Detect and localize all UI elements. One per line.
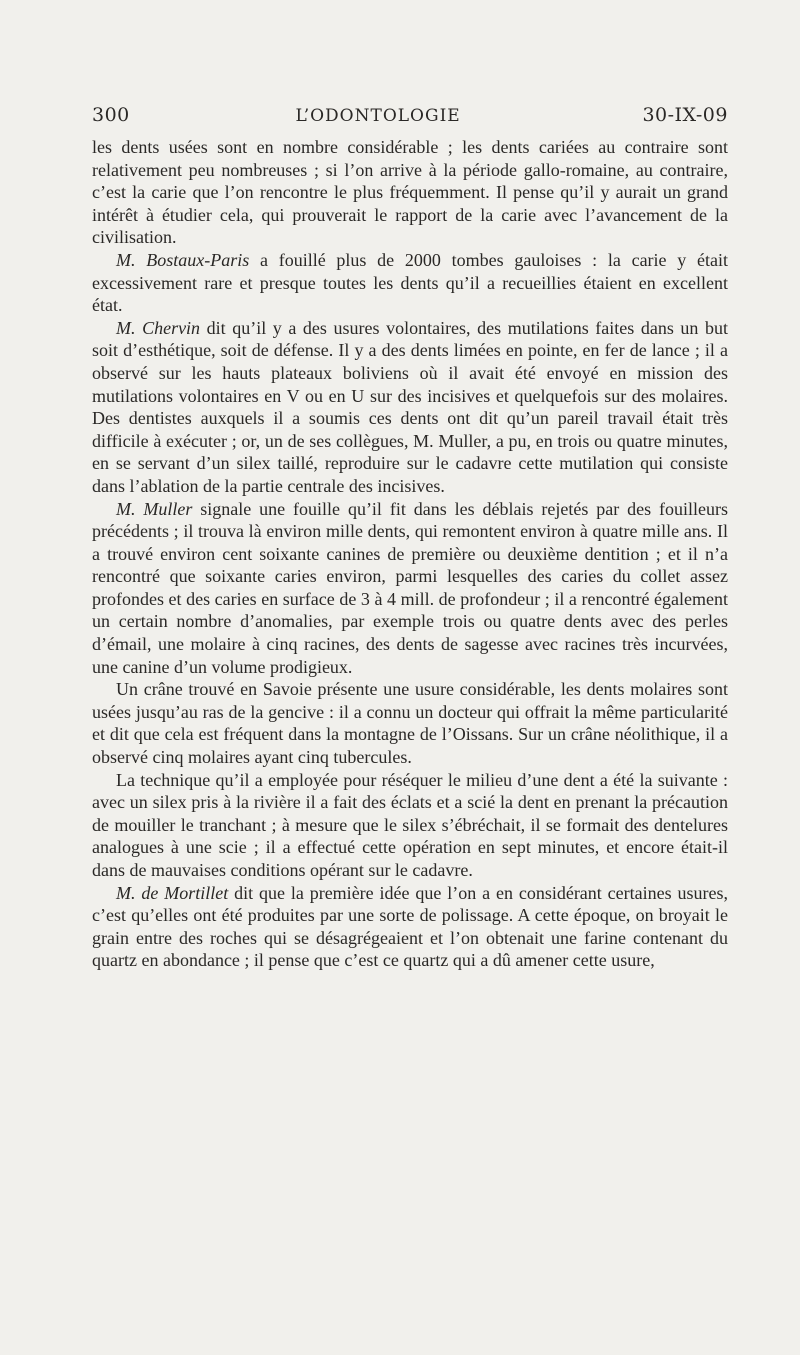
speaker-name: M. de Mortillet — [116, 882, 229, 903]
paragraph-text: dit que la première idée que l’on a en considérant certaines usures, c’est qu’elles ont été produites par une sorte de polissage. A cette époque, on broyait le grain entre des roches qui se désagrégeaient et l’on obtenait une farine contenant du quartz en abondance ; il pense que c’est ce quartz qui a dû amener cette usure, — [92, 882, 728, 971]
paragraph-bostaux — [92, 249, 728, 317]
paragraph-text: a fouillé plus de 2000 tombes gauloises : la carie y était excessivement rare et presque toutes les dents qu’il a recueillies étaient en excellent état. — [92, 249, 728, 316]
book-page — [92, 104, 728, 972]
paragraph-text: les dents usées sont en nombre considérable ; les dents cariées au contraire sont relativement peu nombreuses ; si l’on arrive à la période gallo-romaine, au contraire, c’est la carie que l’on rencontre le plus fréquemment. Il pense qu’il y aurait un grand intérêt à étudier cela, qui prouverait le rapport de la carie avec l’avancement de la civilisation. — [92, 137, 728, 248]
paragraph-muller — [92, 498, 728, 679]
speaker-name: M. Chervin — [116, 317, 201, 338]
paragraph-text: signale une fouille qu’il fit dans les déblais rejetés par des fouilleurs précédents ; il trouva là environ mille dents, qui remontent environ à quatre mille ans. Il a trouvé environ cent soixante canines de première ou deuxième dentition ; et il n’a rencontré que soixante caries environ, parmi lesquelles des caries du collet assez profondes et des caries en surface de 3 à 4 mill. de profondeur ; il a rencontré également un certain nombre d’anomalies, par exemple trois ou quatre dents avec des perles d’émail, une molaire à cinq racines, des dents de sagesse avec racines très incurvées, une canine d’un volume prodigieux. — [92, 498, 729, 677]
paragraph-mortillet — [92, 882, 728, 972]
paragraph-continuation — [92, 136, 728, 249]
paragraph-text: Un crâne trouvé en Savoie présente une usure considérable, les dents molaires sont usées jusqu’au ras de la gencive : il a connu un docteur qui offrait la même particularité et dit que cela est fréquent dans la montagne de l’Oissans. Sur un crâne néolithique, il a observé cinq molaires ayant cinq tubercules. — [92, 679, 728, 768]
paragraph-technique — [92, 769, 728, 882]
page-number: 300 — [92, 104, 130, 126]
journal-title: L’ODONTOLOGIE — [295, 106, 461, 126]
speaker-name: M. Bostaux-Paris — [116, 249, 250, 270]
running-header — [92, 104, 728, 126]
issue-date: 30-IX-09 — [642, 104, 728, 126]
body-text — [92, 136, 728, 972]
paragraph-text: La technique qu’il a employée pour réséquer le milieu d’une dent a été la suivante : avec un silex pris à la rivière il a fait des éclats et a scié la dent en prenant la précaution de mouiller le tranchant ; à mesure que le silex s’ébréchait, il se formait des dentelures analogues à une scie ; il a effectué cette opération en sept minutes, et encore était-il dans de mauvaises conditions opérant sur le cadavre. — [92, 769, 728, 880]
paragraph-savoie — [92, 678, 728, 768]
paragraph-text: dit qu’il y a des usures volontaires, des mutilations faites dans un but soit d’esthétique, soit de défense. Il y a des dents limées en pointe, en fer de lance ; il a observé sur les hauts plateaux boliviens où il avait été envoyé en mission des mutilations volontaires en V ou en U sur des incisives et quelquefois sur des molaires. Des dentistes auxquels il a soumis ces dents ont dit qu’un pareil travail était très difficile à exécuter ; or, un de ses collègues, M. Muller, a pu, en trois ou quatre minutes, en se servant d’un silex taillé, reproduire sur le cadavre cette mutilation qui consiste dans l’ablation de la partie centrale des incisives. — [92, 317, 728, 496]
speaker-name: M. Muller — [116, 498, 193, 519]
paragraph-chervin — [92, 317, 728, 498]
